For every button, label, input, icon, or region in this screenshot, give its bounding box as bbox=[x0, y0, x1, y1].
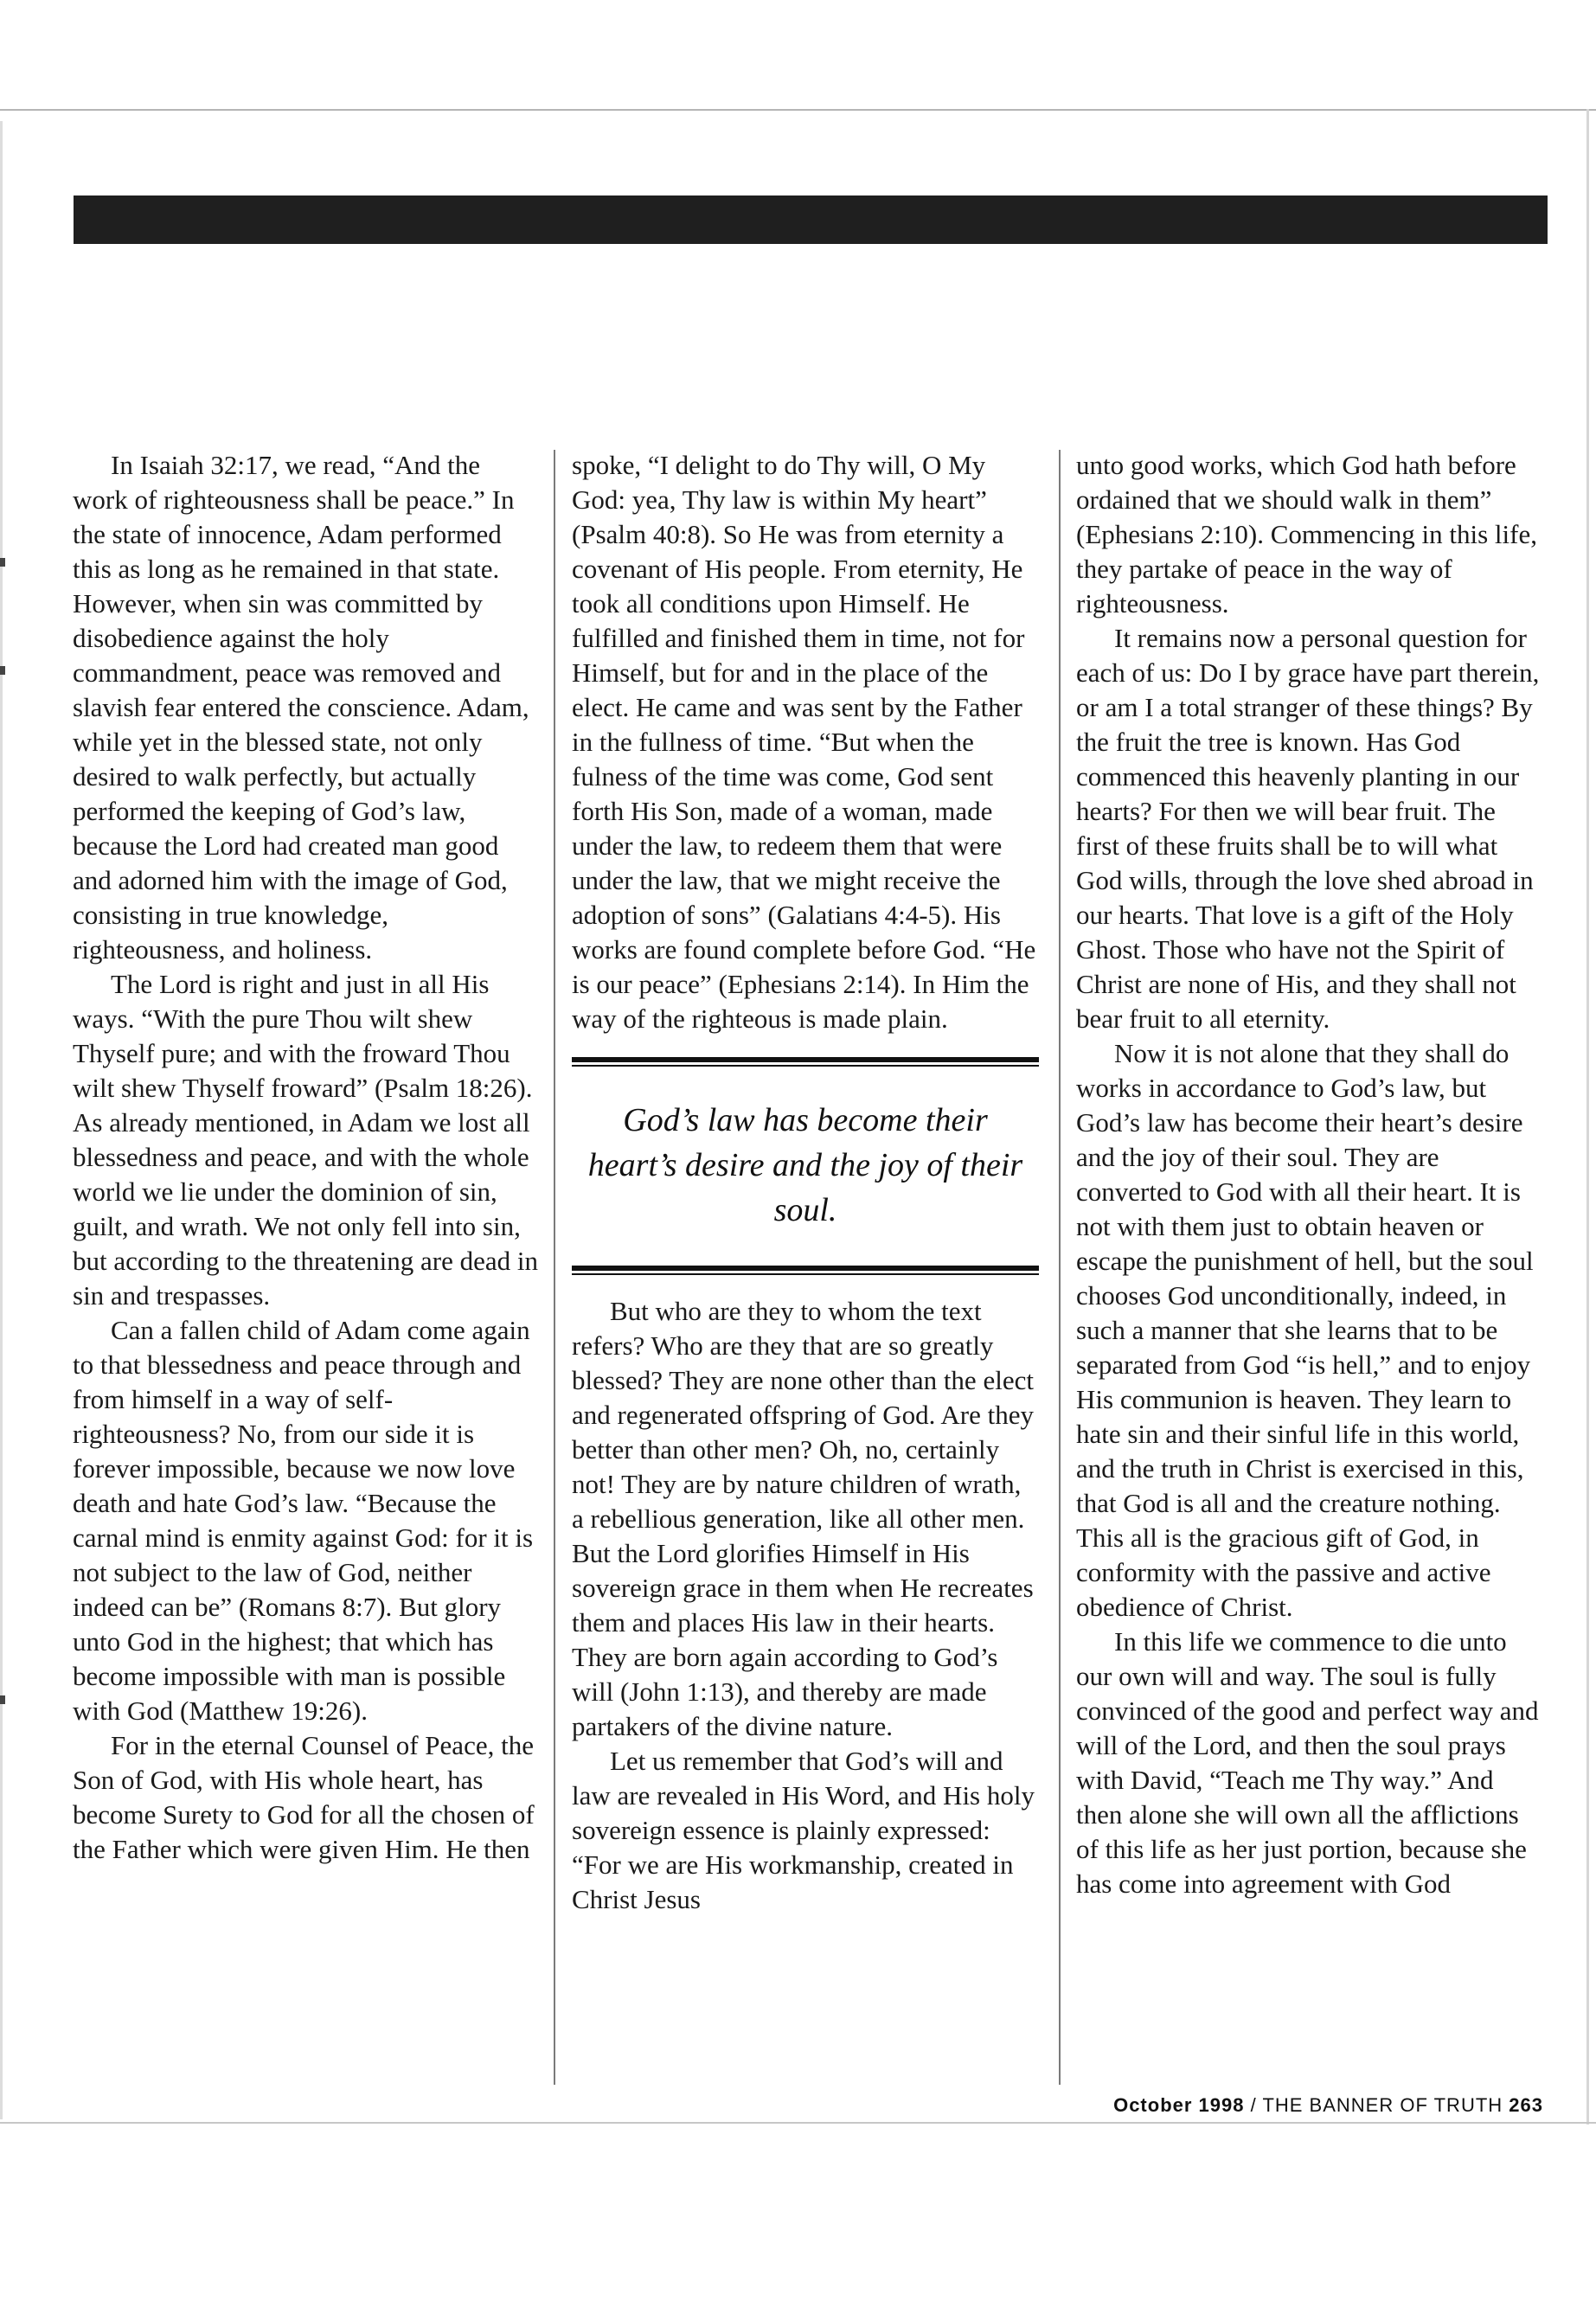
paragraph: Now it is not alone that they shall do works in accordance to God’s law, but God’s law has become their heart’s desire and the joy of their soul. They are converted to God with all their heart. It is not with them just to obtain heaven or escape the punishment of hell, but the soul chooses God unconditionally, indeed, in such a manner that she learns that to be separated from God “is hell,” and to enjoy His communion is heaven. They learn to hate sin and their sinful life in this world, and the truth in Christ is exercised in this, that God is all and the creature nothing. This all is the gracious gift of God, in conformity with the passive and active obedience of Christ. bbox=[1076, 1038, 1534, 1622]
pull-quote bbox=[572, 1057, 1039, 1275]
binding-mark bbox=[0, 1695, 5, 1704]
paragraph: It remains now a personal question for each of us: Do I by grace have part therein, or am I a total stranger of these things? By the fruit the tree is known. Has God commenced this heavenly planting in our hearts? For then we will bear fruit. The first of these fruits shall be to will what God wills, through the love shed abroad in our hearts. That love is a gift of the Holy Ghost. Those who have not the Spirit of Christ are none of His, and they shall not bear fruit to all eternity. bbox=[1076, 623, 1540, 1034]
top-rule bbox=[0, 109, 1596, 111]
pull-quote-rule bbox=[572, 1273, 1039, 1275]
paragraph: Let us remember that God’s will and law are revealed in His Word, and His holy sovereign essence is plainly expressed: “For we are His workmanship, created in Christ Jesus bbox=[572, 1746, 1035, 1914]
column-divider bbox=[554, 450, 555, 2085]
footer-separator: / bbox=[1244, 2094, 1263, 2116]
pull-quote-rule bbox=[572, 1057, 1039, 1062]
pull-quote-rule bbox=[572, 1266, 1039, 1271]
column-3 bbox=[1076, 448, 1543, 2092]
bottom-rule bbox=[0, 2122, 1596, 2124]
issue-date: October 1998 bbox=[1113, 2094, 1245, 2116]
header-bar bbox=[74, 195, 1548, 244]
left-page-edge bbox=[0, 121, 3, 2119]
binding-mark bbox=[0, 558, 5, 567]
column-2 bbox=[572, 448, 1039, 2092]
column-divider bbox=[1059, 450, 1061, 2085]
page-footer bbox=[1076, 2094, 1543, 2117]
column-1 bbox=[73, 448, 540, 2092]
pull-quote-text: God’s law has become their heart’s desire and the joy of their soul. bbox=[587, 1102, 1023, 1228]
binding-mark bbox=[0, 666, 5, 675]
paragraph: In Isaiah 32:17, we read, “And the work of righteousness shall be peace.” In the state of innocence, Adam performed this as long as he remained in that state. However, when sin was committed by disobedience against the holy commandment, peace was removed and slavish fear entered the conscience. Adam, while yet in the blessed state, not only desired to walk perfectly, but actually performed the keeping of God’s law, because the Lord had created man good and adorned him with the image of God, consisting in true knowledge, righteousness, and holiness. bbox=[73, 450, 529, 965]
paragraph: The Lord is right and just in all His ways. “With the pure Thou wilt shew Thyself pure; and with the froward Thou wilt shew Thyself froward” (Psalm 18:26). As already mentioned, in Adam we lost all blessedness and peace, and with the whole world we lie under the dominion of sin, guilt, and wrath. We not only fell into sin, but according to the threatening are dead in sin and trespasses. bbox=[73, 969, 538, 1311]
paragraph: spoke, “I delight to do Thy will, O My God: yea, Thy law is within My heart” (Psalm 40:8). So He was from eternity a covenant of His people. From eternity, He took all conditions upon Himself. He fulfilled and finished them in time, not for Himself, but for and in the place of the elect. He came and was sent by the Father in the fullness of time. “But when the fulness of the time was come, God sent forth His Son, made of a woman, made under the law, to redeem them that were under the law, that we might receive the adoption of sons” (Galatians 4:4-5). His works are found complete before God. “He is our peace” (Ephesians 2:14). In Him the way of the righteous is made plain. bbox=[572, 450, 1036, 1034]
paragraph: unto good works, which God hath before ordained that we should walk in them” (Ephesians 2:10). Commencing in this life, they partake of peace in the way of righteousness. bbox=[1076, 450, 1537, 619]
right-page-edge bbox=[1586, 109, 1589, 2125]
publication-title: THE BANNER OF TRUTH bbox=[1262, 2094, 1503, 2116]
paragraph: Can a fallen child of Adam come again to that blessedness and peace through and from himself in a way of self-righteousness? No, from our side it is forever impossible, because we now love death and hate God’s law. “Because the carnal mind is enmity against God: for it is not subject to the law of God, neither indeed can be” (Romans 8:7). But glory unto God in the highest; that which has become impossible with man is possible with God (Matthew 19:26). bbox=[73, 1315, 534, 1726]
paragraph: For in the eternal Counsel of Peace, the Son of God, with His whole heart, has become Surety to God for all the chosen of the Father which were given Him. He then bbox=[73, 1730, 535, 1864]
paragraph: In this life we commence to die unto our own will and way. The soul is fully convinced of the good and perfect way and will of the Lord, and then the soul prays with David, “Teach me Thy way.” And then alone she will own all the afflictions of this life as her just portion, because she has come into agreement with God bbox=[1076, 1626, 1539, 1899]
page-number: 263 bbox=[1509, 2094, 1543, 2116]
paragraph: But who are they to whom the text refers? Who are they that are so greatly blessed? They are none other than the elect and regenerated offspring of God. Are they better than other men? Oh, no, certainly not! They are by nature children of wrath, a rebellious generation, like all other men. But the Lord glorifies Himself in His sovereign grace in them when He recreates them and places His law in their hearts. They are born again according to God’s will (John 1:13), and thereby are made partakers of the divine nature. bbox=[572, 1296, 1034, 1741]
